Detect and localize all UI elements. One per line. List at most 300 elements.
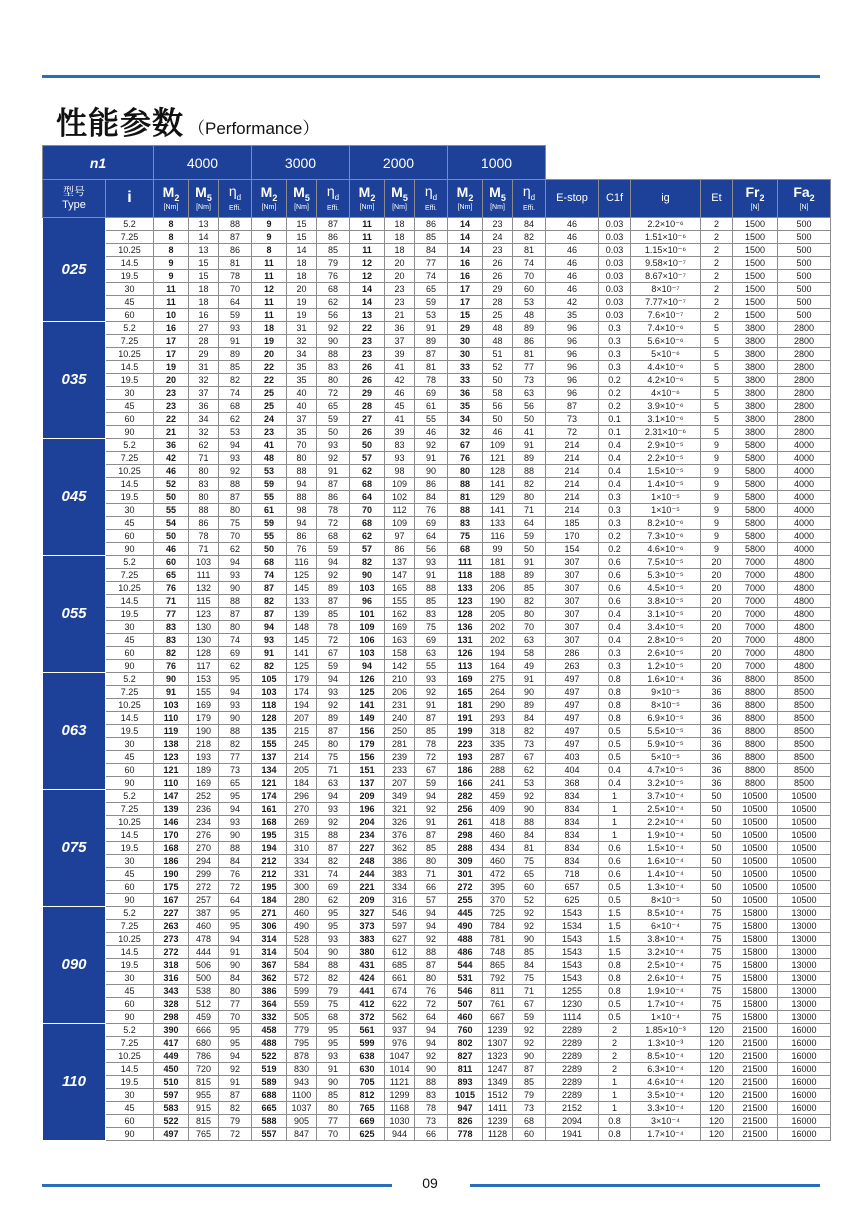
table-cell: 128	[483, 465, 513, 478]
table-cell: 612	[385, 946, 415, 959]
table-cell: 121	[252, 777, 287, 790]
table-cell: 50	[154, 491, 189, 504]
table-cell: 0.8	[599, 959, 631, 972]
table-cell: 195	[252, 881, 287, 894]
table-cell: 85	[513, 582, 546, 595]
table-cell: 915	[189, 1102, 219, 1115]
table-cell: 11	[350, 244, 385, 257]
table-cell: 270	[287, 803, 317, 816]
table-cell: 57	[350, 543, 385, 556]
table-cell: 409	[483, 803, 513, 816]
table-cell: 8800	[733, 725, 778, 738]
table-cell: 83	[385, 439, 415, 452]
table-cell: 76	[415, 985, 448, 998]
table-cell: 62	[350, 465, 385, 478]
table-cell: 137	[385, 556, 415, 569]
table-cell: 1.85×10⁻³	[631, 1024, 701, 1037]
table-cell: 81	[415, 361, 448, 374]
table-cell: 50	[701, 829, 733, 842]
table-cell: 318	[154, 959, 189, 972]
table-cell: 12	[350, 270, 385, 283]
table-cell: 16000	[778, 1050, 831, 1063]
table-cell: 2	[701, 231, 733, 244]
table-cell: 24	[483, 231, 513, 244]
table-cell: 10	[154, 309, 189, 322]
table-cell: 153	[189, 673, 219, 686]
table-cell: 88	[415, 582, 448, 595]
table-cell: 510	[154, 1076, 189, 1089]
table-cell: 10500	[778, 881, 831, 894]
table-cell: 149	[350, 712, 385, 725]
table-cell: 5.6×10⁻⁶	[631, 335, 701, 348]
table-cell: 2	[599, 1024, 631, 1037]
table-cell: 19	[252, 335, 287, 348]
table-cell: 69	[415, 387, 448, 400]
table-cell: 834	[546, 855, 599, 868]
table-cell: 418	[483, 816, 513, 829]
table-cell: 20	[701, 595, 733, 608]
table-cell: 937	[385, 1024, 415, 1037]
table-cell: 88	[219, 595, 252, 608]
table-cell: 1.5×10⁻⁴	[631, 842, 701, 855]
table-cell: 78	[415, 1102, 448, 1115]
table-cell: 66	[415, 881, 448, 894]
table-cell: 4000	[778, 439, 831, 452]
table-cell: 1307	[483, 1037, 513, 1050]
table-cell: 72	[317, 634, 350, 647]
table-cell: 60	[154, 556, 189, 569]
table-cell: 28	[483, 296, 513, 309]
table-cell: 4800	[778, 569, 831, 582]
table-cell: 142	[385, 660, 415, 673]
table-cell: 73	[513, 738, 546, 751]
table-cell: 3.8×10⁻⁴	[631, 933, 701, 946]
table-cell: 395	[483, 881, 513, 894]
fa2-header: $Fa_2$ [N]	[778, 180, 831, 218]
table-cell: 92	[415, 686, 448, 699]
table-cell: 90	[106, 1128, 154, 1141]
speed-4000-header: 4000	[154, 146, 252, 180]
table-cell: 64	[219, 296, 252, 309]
n1-header: n1	[43, 146, 154, 180]
table-cell: 5.2	[106, 673, 154, 686]
table-cell: 85	[317, 1089, 350, 1102]
table-cell: 784	[483, 920, 513, 933]
table-cell: 67	[513, 751, 546, 764]
table-cell: 878	[287, 1050, 317, 1063]
table-cell: 625	[546, 894, 599, 907]
table-cell: 2800	[778, 387, 831, 400]
table-cell: 130	[189, 634, 219, 647]
table-cell: 71	[513, 504, 546, 517]
table-cell: 306	[252, 920, 287, 933]
table-cell: 196	[350, 803, 385, 816]
table-cell: 298	[154, 1011, 189, 1024]
table-cell: 46	[546, 257, 599, 270]
table-cell: 26	[483, 257, 513, 270]
table-cell: 15800	[733, 972, 778, 985]
table-cell: 80	[219, 985, 252, 998]
table-cell: 60	[106, 309, 154, 322]
table-cell: 0.6	[599, 556, 631, 569]
table-cell: 90	[106, 894, 154, 907]
table-cell: 286	[546, 647, 599, 660]
table-cell: 7.25	[106, 920, 154, 933]
table-cell: 34	[448, 413, 483, 426]
table-cell: 78	[189, 530, 219, 543]
table-cell: 893	[448, 1076, 483, 1089]
table-cell: 22	[252, 374, 287, 387]
table-cell: 96	[546, 348, 599, 361]
table-cell: 91	[317, 465, 350, 478]
table-cell: 59	[513, 530, 546, 543]
table-cell: 123	[189, 608, 219, 621]
table-cell: 834	[546, 829, 599, 842]
table-cell: 1500	[733, 218, 778, 231]
table-cell: 13000	[778, 946, 831, 959]
table-cell: 45	[106, 517, 154, 530]
table-cell: 638	[350, 1050, 385, 1063]
table-cell: 137	[350, 777, 385, 790]
table-cell: 94	[219, 556, 252, 569]
table-cell: 95	[219, 920, 252, 933]
table-cell: 82	[219, 1102, 252, 1115]
table-cell: 92	[415, 803, 448, 816]
table-cell: 445	[448, 907, 483, 920]
table-cell: 661	[385, 972, 415, 985]
table-cell: 7000	[733, 595, 778, 608]
table-cell: 674	[385, 985, 415, 998]
table-cell: 92	[513, 920, 546, 933]
table-cell: 815	[189, 1076, 219, 1089]
table-cell: 685	[385, 959, 415, 972]
eff-header: $\eta_d$ Effi.	[415, 180, 448, 218]
table-cell: 82	[154, 647, 189, 660]
table-cell: 0.3	[599, 348, 631, 361]
table-cell: 1512	[483, 1089, 513, 1102]
table-cell: 20	[701, 647, 733, 660]
table-cell: 75	[513, 972, 546, 985]
table-cell: 15800	[733, 933, 778, 946]
table-cell: 257	[189, 894, 219, 907]
table-row	[43, 634, 831, 647]
table-cell: 89	[513, 699, 546, 712]
table-cell: 16000	[778, 1024, 831, 1037]
header-blank	[546, 146, 831, 180]
table-cell: 52	[513, 894, 546, 907]
table-cell: 109	[483, 439, 513, 452]
table-cell: 72	[317, 517, 350, 530]
table-cell: 1.3×10⁻³	[631, 1037, 701, 1050]
table-cell: 123	[448, 595, 483, 608]
table-cell: 23	[385, 283, 415, 296]
table-cell: 87	[317, 595, 350, 608]
table-cell: 45	[106, 868, 154, 881]
table-cell: 316	[385, 894, 415, 907]
table-cell: 99	[483, 543, 513, 556]
table-cell: 390	[154, 1024, 189, 1037]
table-cell: 83	[317, 361, 350, 374]
table-cell: 0.8	[599, 699, 631, 712]
table-cell: 19.5	[106, 842, 154, 855]
table-cell: 148	[287, 621, 317, 634]
table-cell: 0.3	[599, 491, 631, 504]
table-cell: 88	[219, 218, 252, 231]
table-cell: 95	[219, 673, 252, 686]
table-cell: 84	[415, 244, 448, 257]
table-cell: 68	[350, 517, 385, 530]
table-cell: 56	[415, 543, 448, 556]
table-cell: 14	[350, 296, 385, 309]
table-cell: 72	[415, 751, 448, 764]
table-cell: 9	[701, 543, 733, 556]
table-row	[43, 1011, 831, 1024]
table-cell: 50	[252, 543, 287, 556]
table-cell: 0.4	[599, 608, 631, 621]
table-cell: 5	[701, 400, 733, 413]
table-cell: 161	[252, 803, 287, 816]
table-cell: 129	[483, 491, 513, 504]
table-cell: 9	[154, 257, 189, 270]
table-cell: 77	[415, 257, 448, 270]
table-cell: 1543	[546, 933, 599, 946]
table-cell: 0.4	[599, 465, 631, 478]
table-cell: 10.25	[106, 933, 154, 946]
table-cell: 314	[252, 946, 287, 959]
table-cell: 3.8×10⁻⁵	[631, 595, 701, 608]
table-cell: 90	[317, 946, 350, 959]
table-cell: 14.5	[106, 829, 154, 842]
table-cell: 19.5	[106, 1076, 154, 1089]
table-cell: 557	[252, 1128, 287, 1141]
table-cell: 1×10⁻⁵	[631, 504, 701, 517]
table-cell: 17	[154, 335, 189, 348]
table-cell: 18	[287, 257, 317, 270]
table-cell: 315	[287, 829, 317, 842]
table-cell: 65	[415, 283, 448, 296]
table-cell: 4.4×10⁻⁶	[631, 361, 701, 374]
table-cell: 34	[287, 348, 317, 361]
table-cell: 10500	[733, 868, 778, 881]
table-cell: 87	[513, 1063, 546, 1076]
table-cell: 1.5	[599, 920, 631, 933]
table-cell: 33	[448, 361, 483, 374]
table-cell: 63	[513, 634, 546, 647]
table-cell: 1047	[385, 1050, 415, 1063]
table-cell: 1037	[287, 1102, 317, 1115]
table-cell: 170	[546, 530, 599, 543]
speed-1000-header: 1000	[448, 146, 546, 180]
table-cell: 7.6×10⁻⁷	[631, 309, 701, 322]
table-cell: 0.2	[599, 400, 631, 413]
table-cell: 5×10⁻⁵	[631, 751, 701, 764]
table-cell: 460	[189, 920, 219, 933]
table-cell: 18	[385, 231, 415, 244]
table-cell: 133	[483, 517, 513, 530]
table-cell: 7.25	[106, 452, 154, 465]
table-cell: 91	[415, 569, 448, 582]
table-cell: 87	[546, 400, 599, 413]
table-cell: 0.6	[599, 595, 631, 608]
table-cell: 185	[546, 517, 599, 530]
table-cell: 103	[350, 647, 385, 660]
table-cell: 4.2×10⁻⁶	[631, 374, 701, 387]
table-cell: 2	[701, 218, 733, 231]
table-cell: 83	[415, 608, 448, 621]
table-cell: 30	[106, 283, 154, 296]
table-cell: 202	[483, 621, 513, 634]
table-cell: 5.2	[106, 322, 154, 335]
table-cell: 18	[189, 296, 219, 309]
table-cell: 118	[252, 699, 287, 712]
table-cell: 130	[189, 621, 219, 634]
table-cell: 497	[546, 699, 599, 712]
table-cell: 236	[189, 803, 219, 816]
table-cell: 116	[287, 556, 317, 569]
table-cell: 272	[448, 881, 483, 894]
table-cell: 55	[252, 491, 287, 504]
table-row	[43, 218, 831, 231]
table-cell: 93	[415, 673, 448, 686]
table-cell: 263	[154, 920, 189, 933]
table-cell: 91	[219, 335, 252, 348]
table-cell: 0.4	[599, 621, 631, 634]
table-cell: 15	[287, 231, 317, 244]
table-row	[43, 439, 831, 452]
table-cell: 65	[317, 400, 350, 413]
table-cell: 8.5×10⁻⁴	[631, 1050, 701, 1063]
table-cell: 93	[385, 452, 415, 465]
table-cell: 93	[219, 816, 252, 829]
table-cell: 17	[154, 348, 189, 361]
table-cell: 522	[252, 1050, 287, 1063]
table-cell: 812	[350, 1089, 385, 1102]
table-cell: 41	[513, 426, 546, 439]
table-cell: 0.03	[599, 296, 631, 309]
table-cell: 23	[483, 244, 513, 257]
table-cell: 55	[252, 530, 287, 543]
table-row	[43, 868, 831, 881]
table-cell: 10500	[778, 894, 831, 907]
table-cell: 68	[252, 556, 287, 569]
table-cell: 10500	[733, 894, 778, 907]
table-cell: 459	[483, 790, 513, 803]
table-cell: 40	[287, 387, 317, 400]
table-cell: 245	[287, 738, 317, 751]
table-row	[43, 1063, 831, 1076]
table-cell: 30	[106, 855, 154, 868]
table-cell: 332	[252, 1011, 287, 1024]
table-cell: 147	[154, 790, 189, 803]
table-cell: 7.25	[106, 1037, 154, 1050]
table-cell: 90	[415, 465, 448, 478]
table-cell: 120	[701, 1089, 733, 1102]
table-cell: 597	[154, 1089, 189, 1102]
table-cell: 109	[385, 478, 415, 491]
table-cell: 665	[252, 1102, 287, 1115]
table-cell: 4800	[778, 647, 831, 660]
table-row	[43, 231, 831, 244]
table-cell: 4000	[778, 504, 831, 517]
table-cell: 5.5×10⁻⁵	[631, 725, 701, 738]
table-cell: 155	[385, 595, 415, 608]
table-cell: 125	[287, 660, 317, 673]
table-cell: 0.3	[599, 322, 631, 335]
table-cell: 60	[513, 283, 546, 296]
table-cell: 497	[546, 712, 599, 725]
table-cell: 2	[599, 1050, 631, 1063]
table-cell: 241	[483, 777, 513, 790]
table-cell: 63	[317, 777, 350, 790]
table-cell: 92	[415, 439, 448, 452]
table-cell: 4800	[778, 621, 831, 634]
table-cell: 132	[189, 582, 219, 595]
table-cell: 89	[513, 569, 546, 582]
table-cell: 80	[287, 452, 317, 465]
table-cell: 88	[287, 465, 317, 478]
table-cell: 282	[448, 790, 483, 803]
table-cell: 36	[701, 751, 733, 764]
footer-rule-right	[470, 1184, 820, 1187]
table-cell: 87	[415, 348, 448, 361]
table-cell: 88	[317, 348, 350, 361]
table-cell: 64	[350, 491, 385, 504]
table-cell: 65	[154, 569, 189, 582]
table-cell: 39	[385, 426, 415, 439]
table-row	[43, 686, 831, 699]
table-cell: 71	[513, 985, 546, 998]
table-cell: 546	[385, 907, 415, 920]
table-cell: 13000	[778, 907, 831, 920]
table-cell: 14.5	[106, 478, 154, 491]
table-cell: 90	[219, 829, 252, 842]
table-cell: 7000	[733, 660, 778, 673]
table-cell: 75	[701, 998, 733, 1011]
table-cell: 94	[415, 907, 448, 920]
table-cell: 7.5×10⁻⁵	[631, 556, 701, 569]
table-cell: 4000	[778, 530, 831, 543]
table-cell: 19	[287, 296, 317, 309]
table-cell: 0.03	[599, 283, 631, 296]
table-cell: 12	[252, 283, 287, 296]
ig-header: ig	[631, 180, 701, 218]
table-cell: 87	[317, 478, 350, 491]
table-cell: 10500	[778, 842, 831, 855]
table-cell: 1.5	[599, 907, 631, 920]
table-cell: 4800	[778, 582, 831, 595]
table-cell: 85	[415, 595, 448, 608]
table-row	[43, 374, 831, 387]
table-cell: 83	[154, 634, 189, 647]
table-cell: 66	[415, 1128, 448, 1141]
table-cell: 1	[599, 816, 631, 829]
table-cell: 165	[385, 582, 415, 595]
table-cell: 1500	[733, 296, 778, 309]
table-row	[43, 1089, 831, 1102]
table-cell: 10500	[778, 803, 831, 816]
table-cell: 214	[546, 439, 599, 452]
table-cell: 2	[599, 1063, 631, 1076]
table-cell: 64	[415, 1011, 448, 1024]
table-cell: 179	[350, 738, 385, 751]
table-cell: 256	[448, 803, 483, 816]
table-row	[43, 777, 831, 790]
table-cell: 195	[252, 829, 287, 842]
table-row	[43, 1037, 831, 1050]
et-header: Et	[701, 180, 733, 218]
table-cell: 5800	[733, 504, 778, 517]
table-cell: 25	[483, 309, 513, 322]
